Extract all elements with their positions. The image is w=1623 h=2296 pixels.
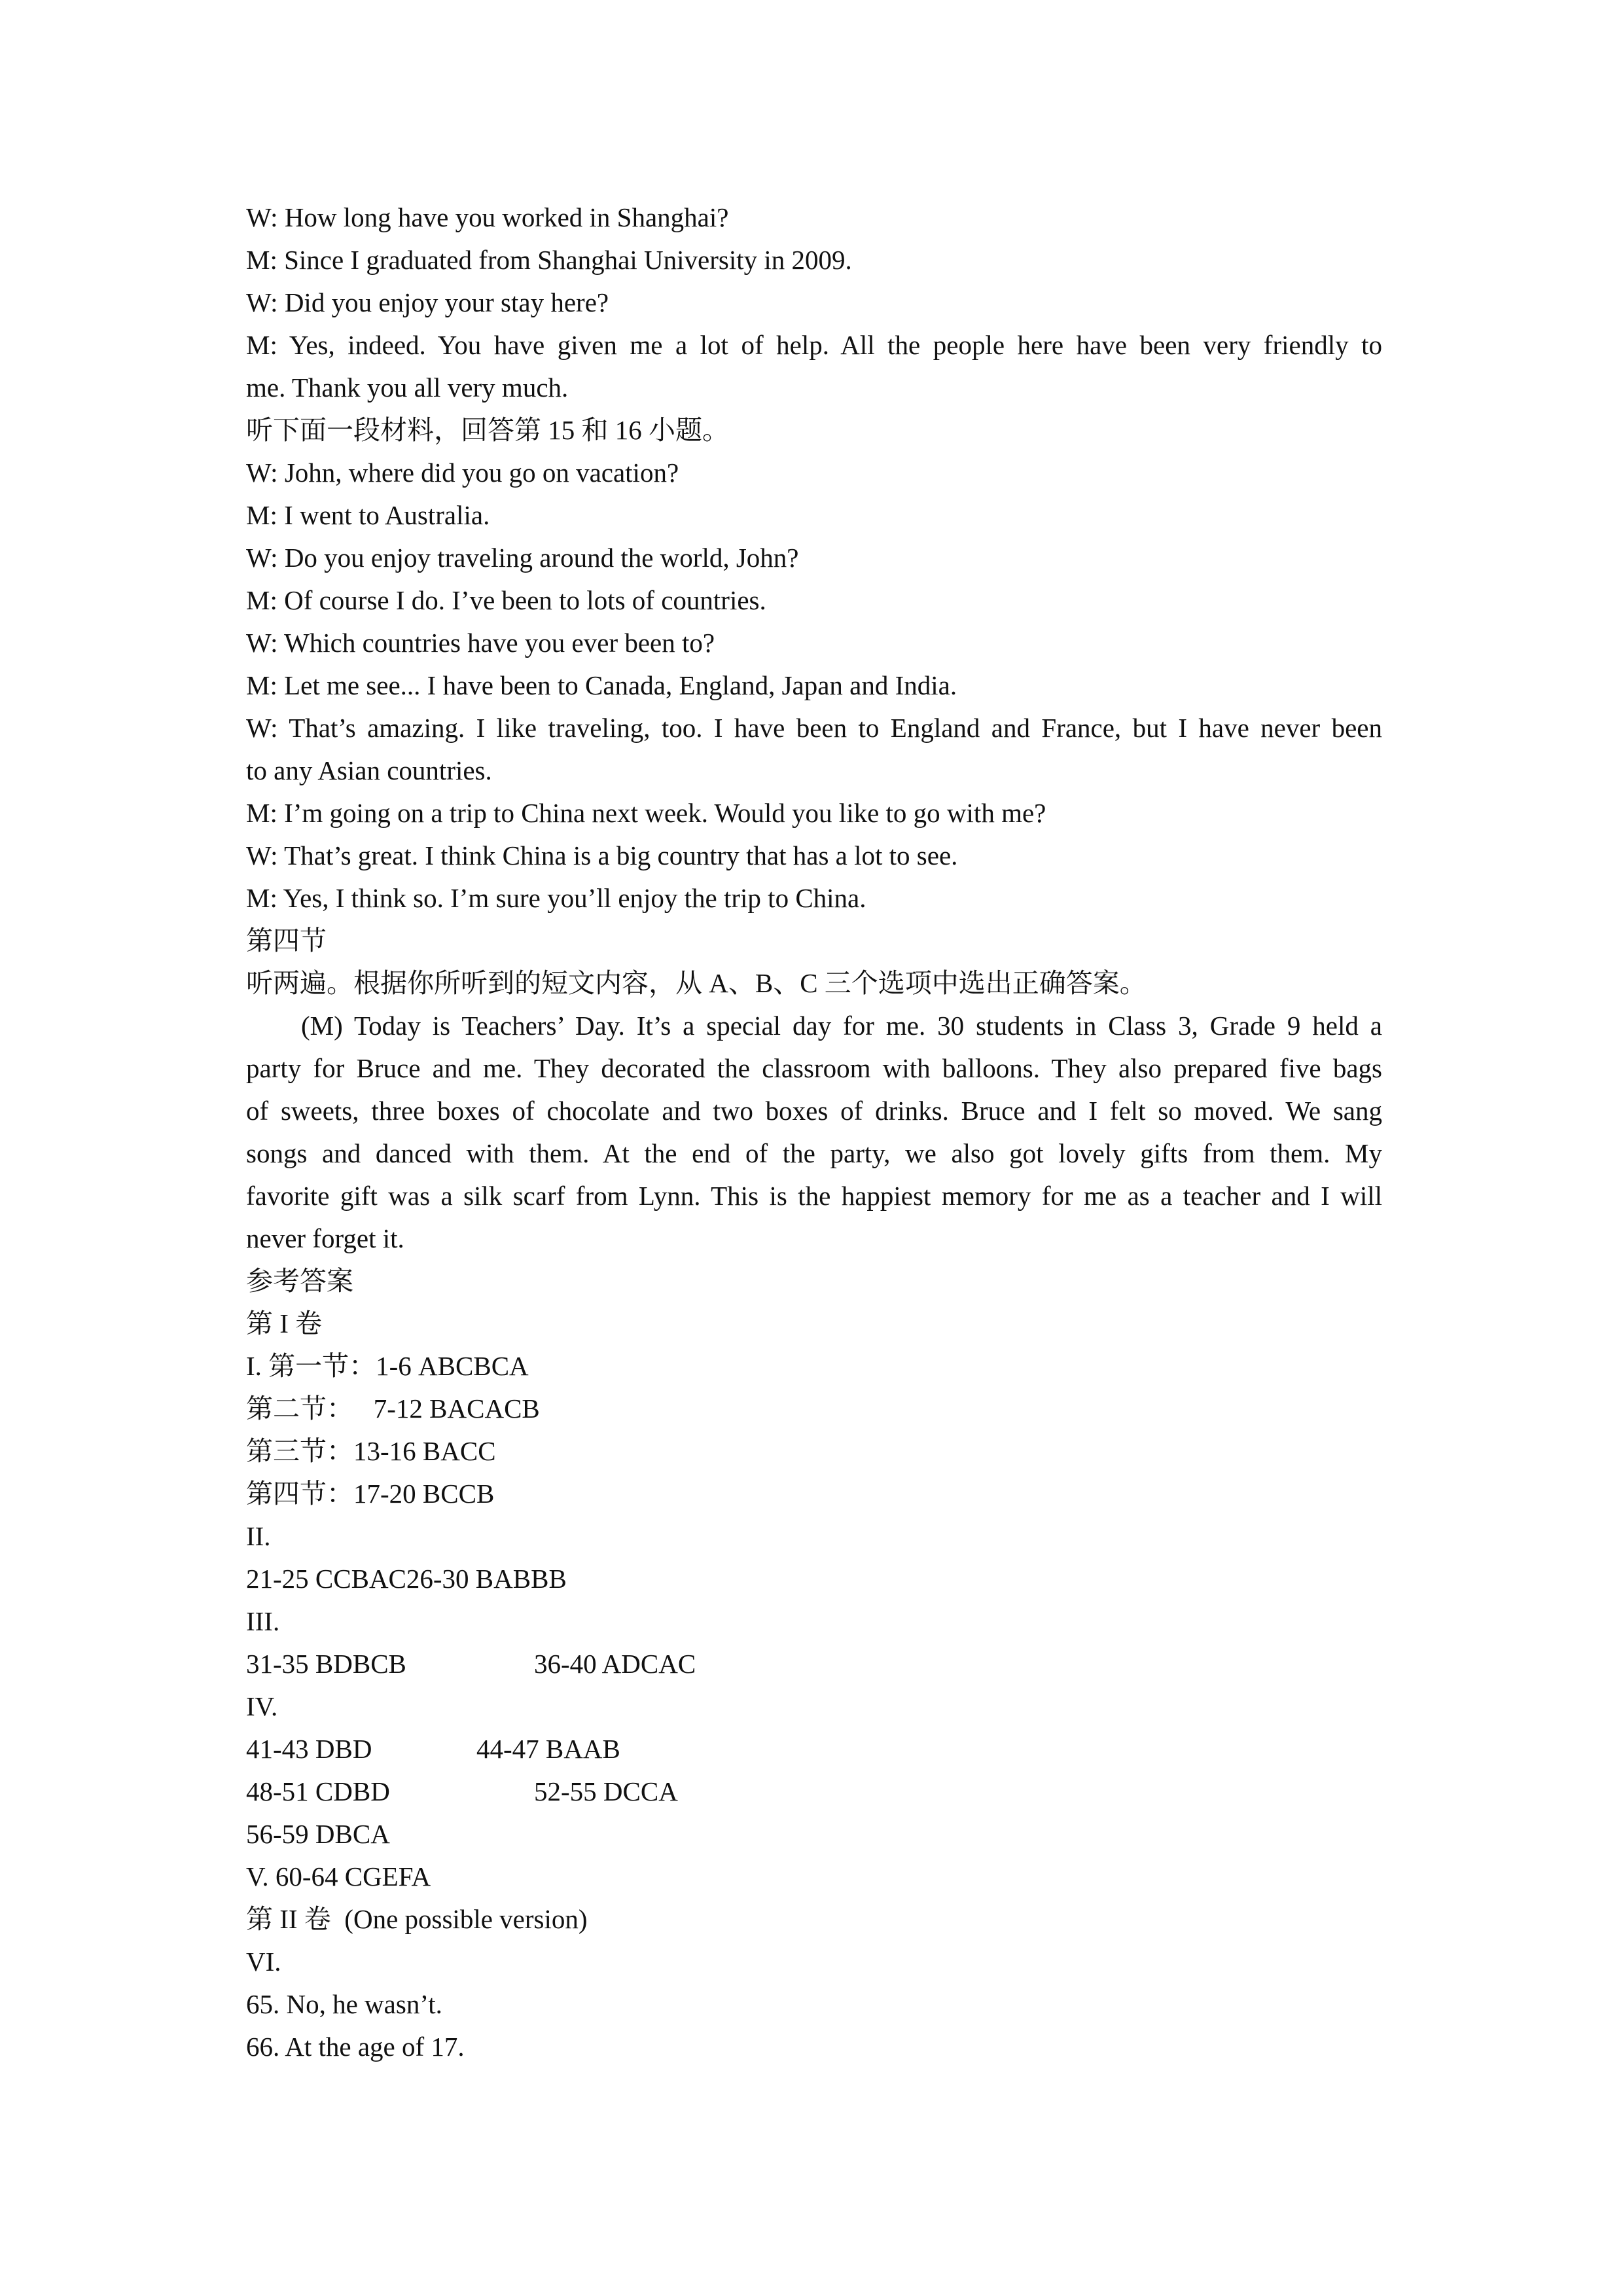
part-label: II. xyxy=(246,1521,271,1551)
passage-line: songs and danced with them. At the end of the party, we also got lovely gifts from them. My xyxy=(246,1138,1382,1168)
dialogue-line: W: Which countries have you ever been to? xyxy=(246,628,715,658)
passage-line: of sweets, three boxes of chocolate and two boxes of drinks. Bruce and I felt so moved. We sang xyxy=(246,1096,1382,1126)
volume-1-title: 第 I 卷 xyxy=(246,1308,323,1338)
passage-line: never forget it. xyxy=(246,1223,404,1253)
answer-line: 66. At the age of 17. xyxy=(246,2032,465,2062)
dialogue-line: M: Yes, I think so. I’m sure you’ll enjoy the trip to China. xyxy=(246,883,866,913)
section-4-instruction: 听两遍。根据你所听到的短文内容，从 A、B、C 三个选项中选出正确答案。 xyxy=(246,968,1147,998)
answer-group: 36-40 ADCAC xyxy=(534,1649,696,1679)
answer-group: 52-55 DCCA xyxy=(534,1776,678,1806)
answer-group: 48-51 CDBD xyxy=(246,1776,390,1806)
answer-line: 21-25 CCBAC26-30 BABBB xyxy=(246,1564,567,1594)
answers-title: 参考答案 xyxy=(246,1266,353,1296)
dialogue-line: W: That’s amazing. I like traveling, too. I have been to England and France, but I have never been xyxy=(246,713,1382,743)
dialogue-line: W: John, where did you go on vacation? xyxy=(246,457,679,488)
answer-line: 第三节：13-16 BACC xyxy=(246,1436,496,1466)
answer-line xyxy=(246,1643,1382,1685)
document-page xyxy=(246,196,1382,2068)
dialogue-line: M: I’m going on a trip to China next week. Would you like to go with me? xyxy=(246,798,1046,828)
answer-line xyxy=(246,1728,1382,1770)
dialogue-line: to any Asian countries. xyxy=(246,755,492,785)
passage xyxy=(246,1005,1382,1260)
answer-group: 44-47 BAAB xyxy=(476,1734,620,1764)
dialogue-section-1 xyxy=(246,196,1382,409)
dialogue-line: M: Of course I do. I’ve been to lots of countries. xyxy=(246,585,766,615)
dialogue-line: M: I went to Australia. xyxy=(246,500,490,530)
dialogue-line: W: How long have you worked in Shanghai? xyxy=(246,202,729,232)
dialogue-line: W: Did you enjoy your stay here? xyxy=(246,287,609,317)
dialogue-line: M: Let me see... I have been to Canada, England, Japan and India. xyxy=(246,670,957,700)
dialogue-line: M: Yes, indeed. You have given me a lot of help. All the people here have been very friendly to xyxy=(246,330,1382,360)
answer-line: 第二节： 7-12 BACACB xyxy=(246,1393,540,1424)
answer-group: 41-43 DBD xyxy=(246,1734,372,1764)
answer-line: V. 60-64 CGEFA xyxy=(246,1861,431,1892)
instruction-15-16: 听下面一段材料，回答第 15 和 16 小题。 xyxy=(246,415,729,445)
answer-group: 31-35 BDBCB xyxy=(246,1649,406,1679)
answer-line: 第四节：17-20 BCCB xyxy=(246,1479,495,1509)
dialogue-line: M: Since I graduated from Shanghai University in 2009. xyxy=(246,245,852,275)
passage-line: favorite gift was a silk scarf from Lynn. This is the happiest memory for me as a teacher and I will xyxy=(246,1181,1382,1211)
answer-line xyxy=(246,1770,1382,1813)
answer-key xyxy=(246,1345,1382,1898)
passage-line: (M) Today is Teachers’ Day. It’s a special day for me. 30 students in Class 3, Grade 9 held a xyxy=(301,1011,1382,1041)
dialogue-section-2 xyxy=(246,452,1382,920)
answer-line: I. 第一节：1-6 ABCBCA xyxy=(246,1351,529,1381)
answer-line: 56-59 DBCA xyxy=(246,1819,390,1849)
dialogue-line: W: That’s great. I think China is a big country that has a lot to see. xyxy=(246,840,958,870)
dialogue-line: W: Do you enjoy traveling around the world, John? xyxy=(246,543,799,573)
section-4-title: 第四节 xyxy=(246,925,327,956)
answer-line: 65. No, he wasn’t. xyxy=(246,1989,442,2019)
part-label: IV. xyxy=(246,1691,278,1721)
part-label: VI. xyxy=(246,1946,281,1977)
passage-line: party for Bruce and me. They decorated the classroom with balloons. They also prepared five bags xyxy=(246,1053,1382,1083)
part-label: III. xyxy=(246,1606,280,1636)
volume-2-title: 第 II 卷 (One possible version) xyxy=(246,1904,588,1934)
dialogue-line: me. Thank you all very much. xyxy=(246,372,569,403)
